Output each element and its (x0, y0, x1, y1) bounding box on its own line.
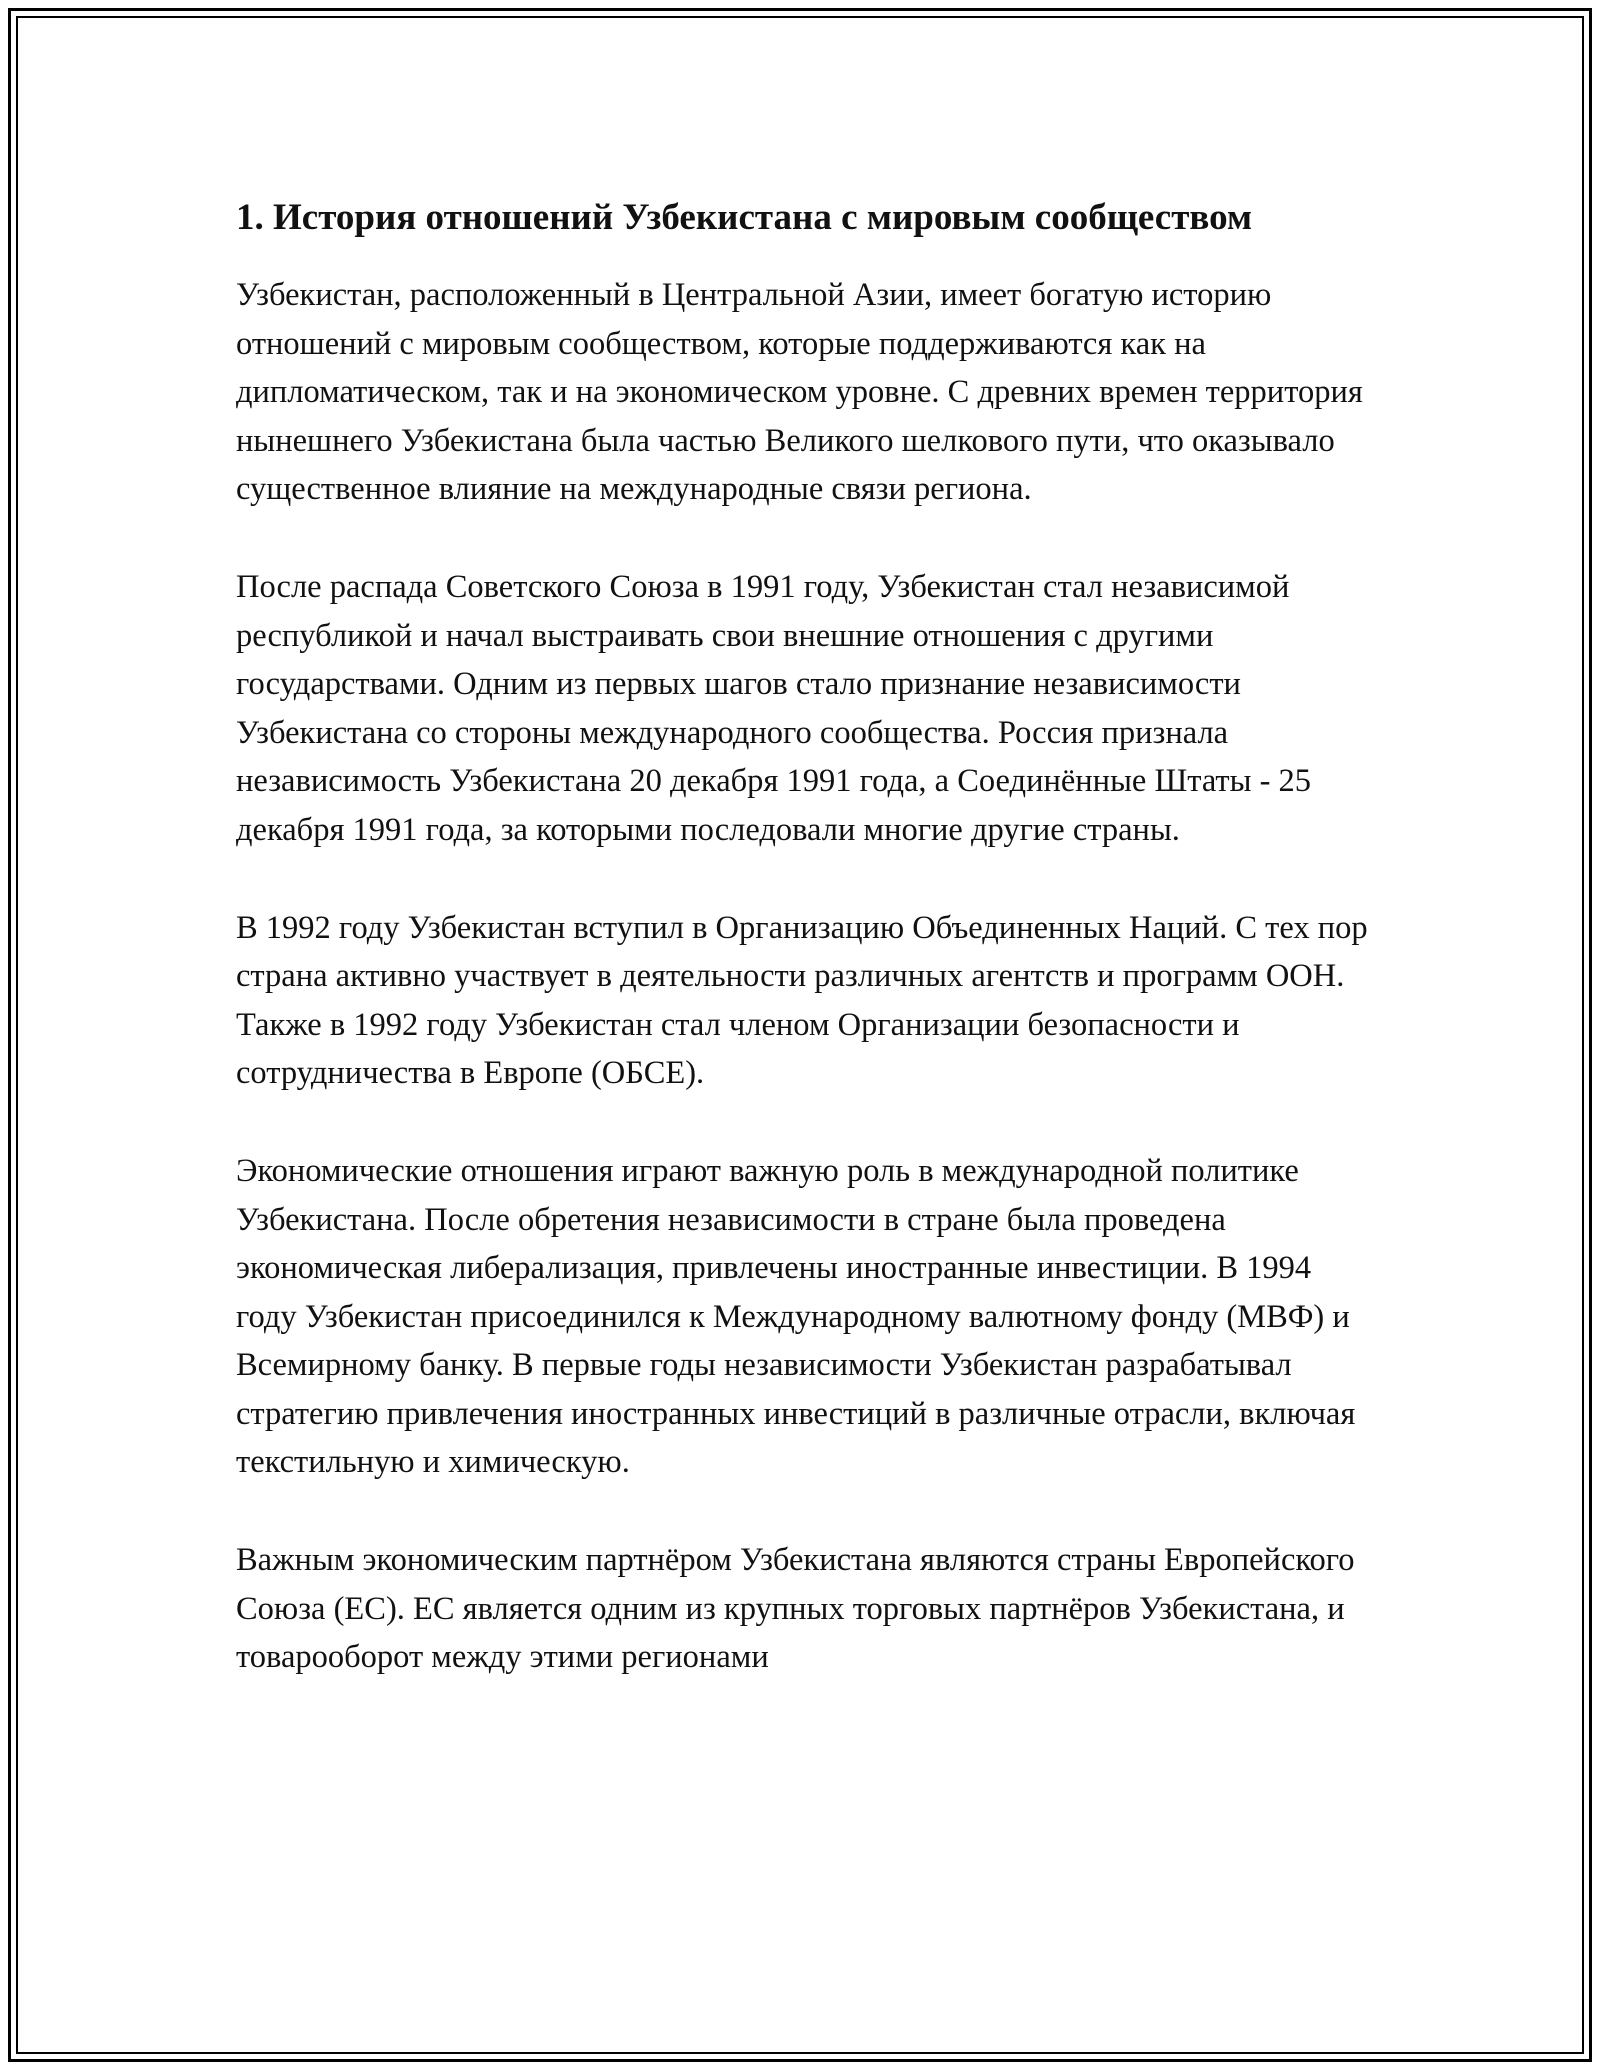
document-body (236, 190, 1376, 1682)
paragraph-intro: Узбекистан, расположенный в Центральной Азии, имеет богатую историю отношений с мировым сообществом, которые поддерживаются как на дипломатическом, так и на экономическом уровне. С древних времен территория нынешнего Узбекистана была частью Великого шелкового пути, что оказывало существенное влияние на международные связи региона. (236, 277, 1363, 508)
section-heading: 1. История отношений Узбекистана с мировым сообществом (236, 197, 1253, 238)
paragraph-eu: Важным экономическим партнёром Узбекистана являются страны Европейского Союза (ЕС). ЕС является одним из крупных торговых партнёров Узбекистана, и товарооборот между этими регионами (236, 1542, 1355, 1676)
paragraph-economy: Экономические отношения играют важную роль в международной политике Узбекистана. После обретения независимости в стране была проведена экономическая либерализация, привлечены иностранные инвестиции. В 1994 году Узбекистан присоединился к Международному валютному фонду (МВФ) и Всемирному банку. В первые годы независимости Узбекистан разрабатывал стратегию привлечения иностранных инвестиций в различные отрасли, включая текстильную и химическую. (236, 1152, 1356, 1481)
paragraph-independence: После распада Советского Союза в 1991 году, Узбекистан стал независимой республикой и начал выстраивать свои внешние отношения с другими государствами. Одним из первых шагов стало признание независимости Узбекистана со стороны международного сообщества. Россия признала независимость Узбекистана 20 декабря 1991 года, а Соединённые Штаты - 25 декабря 1991 года, за которыми последовали многие другие страны. (236, 568, 1312, 848)
paragraph-un-osce: В 1992 году Узбекистан вступил в Организацию Объединенных Наций. С тех пор страна активно участвует в деятельности различных агентств и программ ООН. Также в 1992 году Узбекистан стал членом Организации безопасности и сотрудничества в Европе (ОБСЕ). (236, 909, 1368, 1092)
